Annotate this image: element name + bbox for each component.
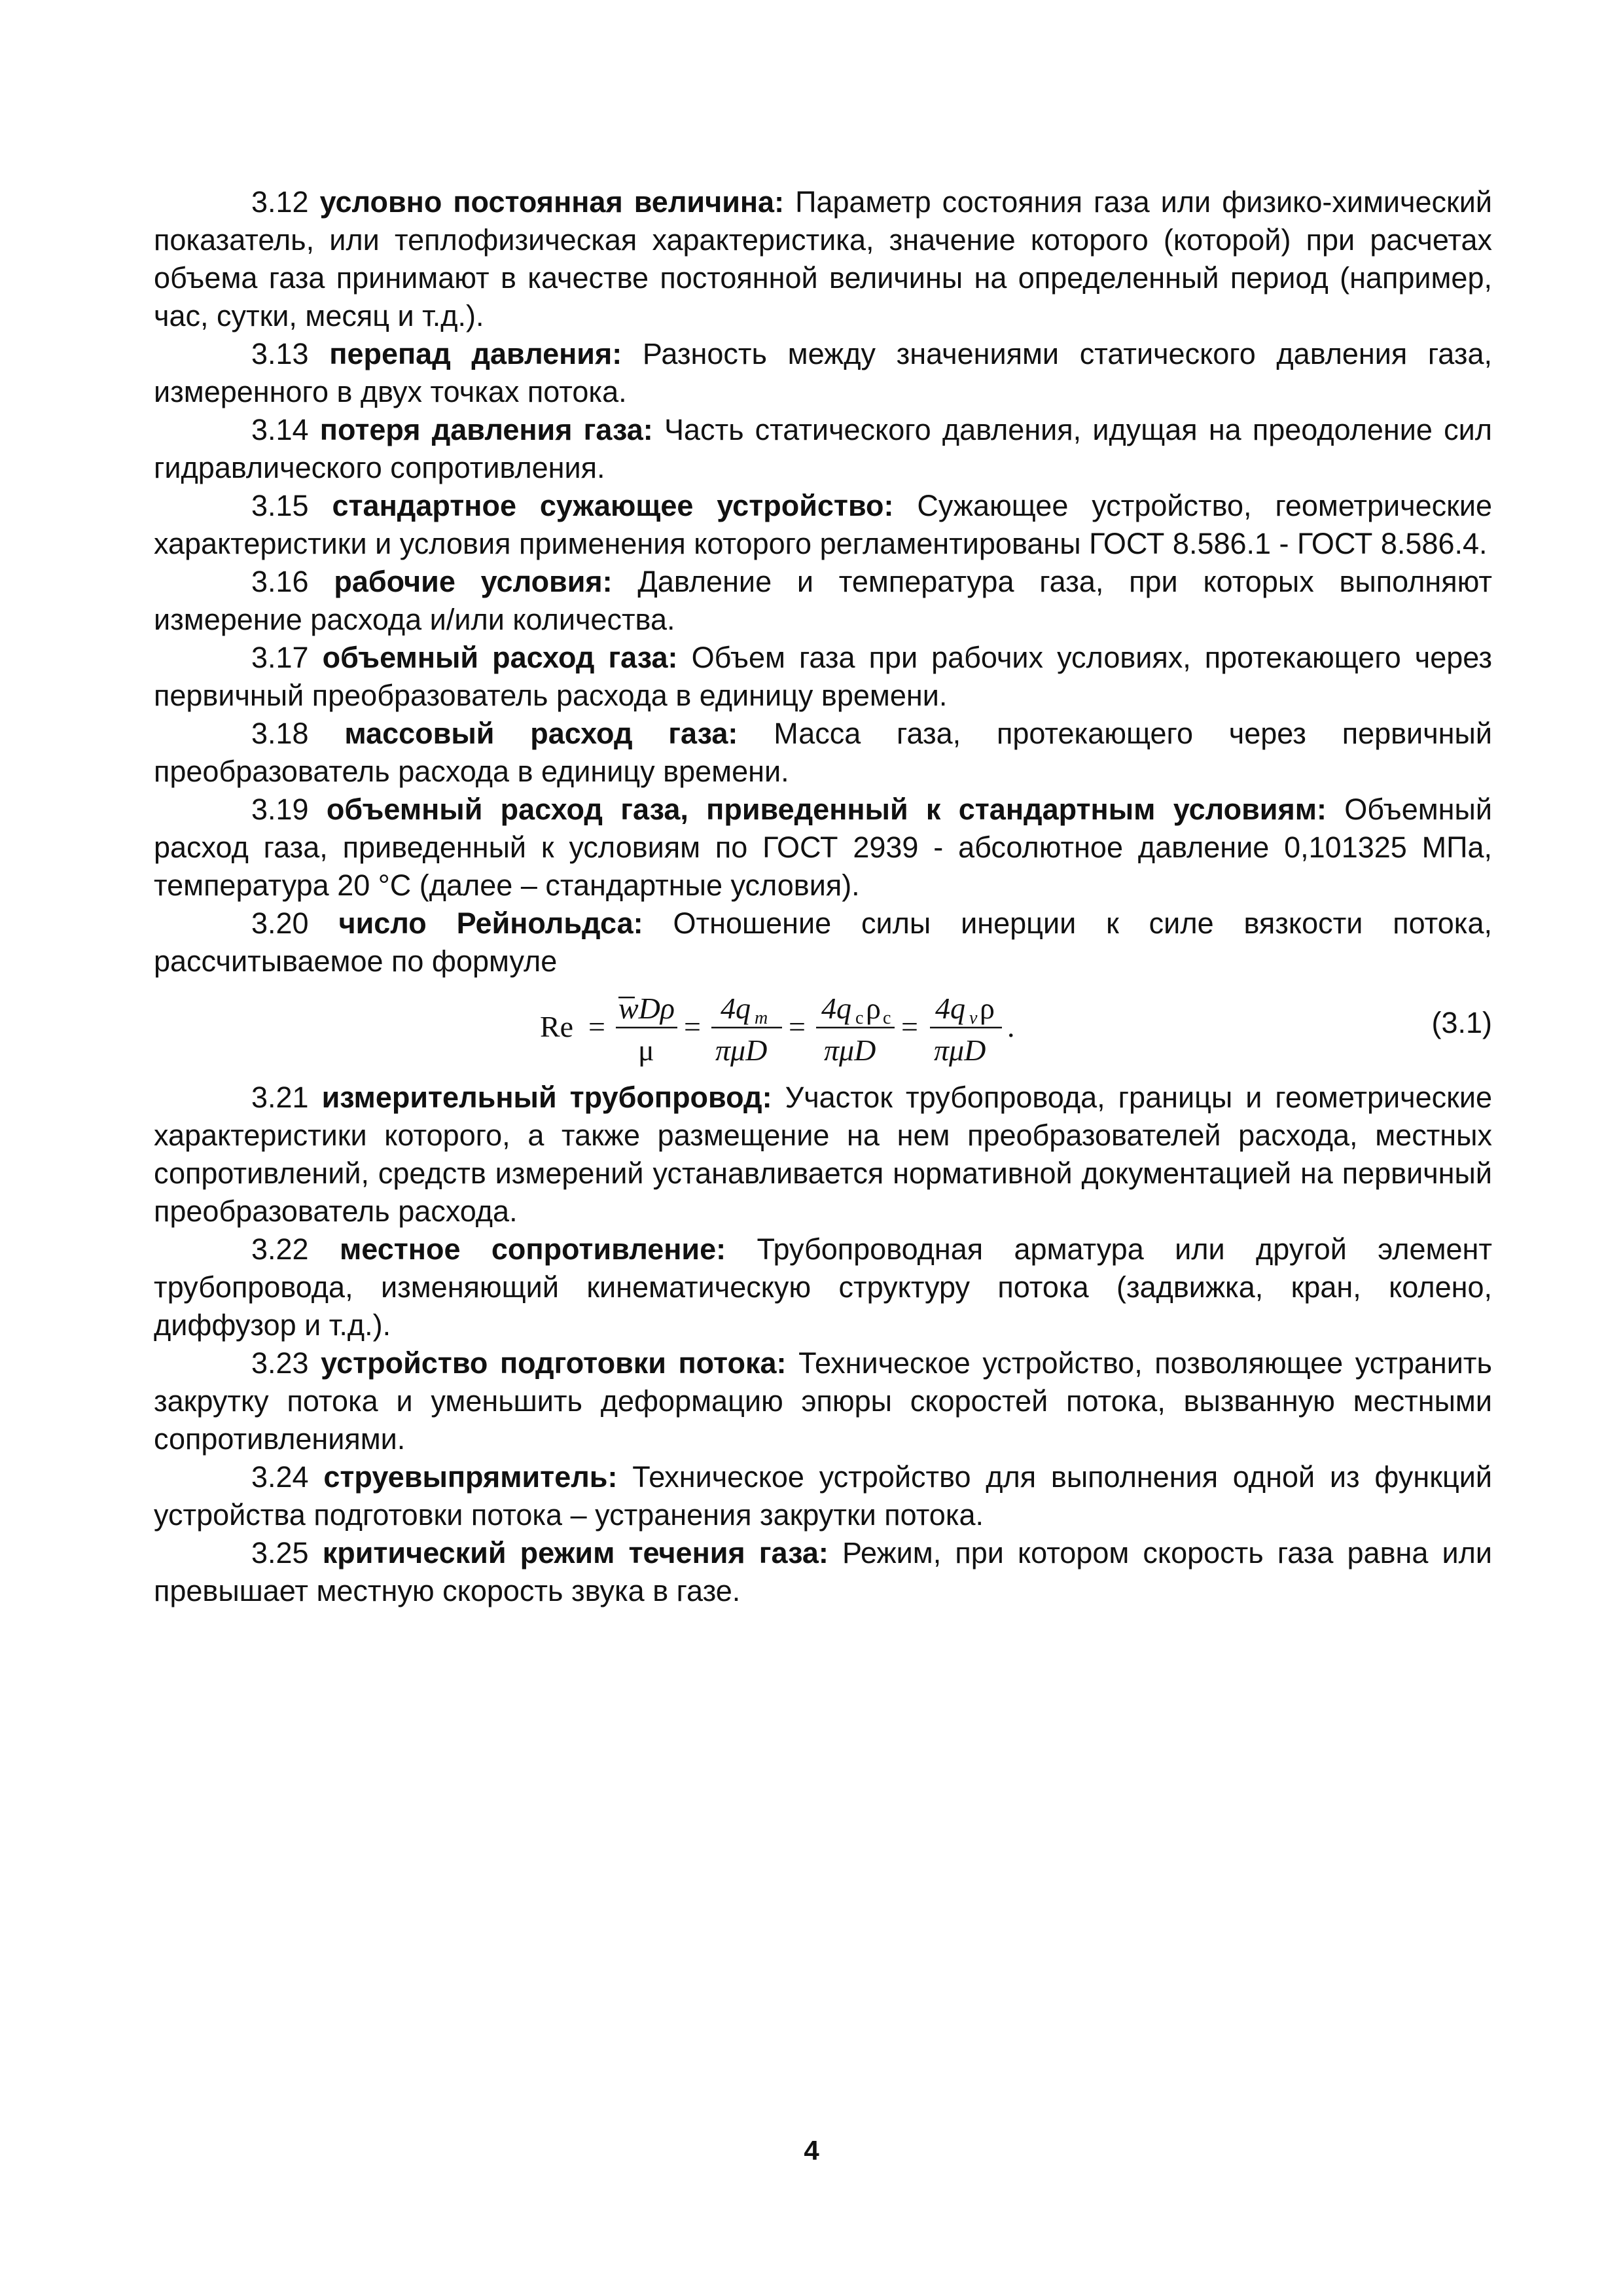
- definition-text: Объемный расход газа, приведенный к условиям по ГОСТ 2939 - абсолютное давление 0,101325 МПа, температура 20 °С (далее – стандартные условия).: [154, 793, 1492, 902]
- definition-term: местное сопротивление:: [340, 1232, 726, 1266]
- fraction-numerator: 4q: [721, 992, 751, 1025]
- definition-term: измерительный трубопровод:: [321, 1081, 772, 1114]
- definition-text: Трубопроводная арматура или другой элемент трубопровода, изменяющий кинематическую структуру потока (задвижка, кран, колено, диффузор и т.д.).: [154, 1232, 1492, 1342]
- definition-term: критический режим течения газа:: [322, 1536, 829, 1570]
- definition-item: [154, 1079, 1492, 1230]
- definition-item: [154, 1230, 1492, 1344]
- definition-item: [154, 487, 1492, 563]
- definition-item: [154, 905, 1492, 980]
- page-number: 4: [804, 2135, 819, 2166]
- definition-term: объемный расход газа:: [322, 641, 678, 674]
- definition-number: 3.12: [251, 185, 309, 219]
- definition-number: 3.20: [251, 906, 309, 940]
- definition-text: Участок трубопровода, границы и геометрические характеристики которого, а также размещение на нем преобразователей расхода, местных сопротивлений, средств измерений устанавливается нормативной документацией на первичный преобразователь расхода.: [154, 1081, 1492, 1228]
- definition-term: устройство подготовки потока:: [321, 1346, 787, 1380]
- definition-number: 3.24: [251, 1460, 309, 1494]
- definition-term: стандартное сужающее устройство:: [332, 489, 894, 522]
- definition-term: число Рейнольдса:: [338, 906, 643, 940]
- definition-number: 3.19: [251, 793, 309, 826]
- definition-number: 3.16: [251, 565, 309, 598]
- definition-text: Часть статического давления, идущая на преодоление сил гидравлического сопротивления.: [154, 413, 1492, 484]
- definition-term: струевыпрямитель:: [323, 1460, 618, 1494]
- fraction-numerator: 4q: [935, 992, 965, 1025]
- definition-item: [154, 411, 1492, 487]
- definition-number: 3.25: [251, 1536, 309, 1570]
- definition-text: Давление и температура газа, при которых выполняют измерение расхода и/или количества.: [154, 565, 1492, 636]
- definition-text: Масса газа, протекающего через первичный преобразователь расхода в единицу времени.: [154, 717, 1492, 788]
- definition-term: массовый расход газа:: [344, 717, 738, 750]
- fraction-denominator: πμD: [715, 1033, 768, 1067]
- formula-equals: =: [588, 1010, 605, 1043]
- fraction-denominator: μ: [638, 1033, 654, 1067]
- definition-term: перепад давления:: [329, 337, 622, 370]
- definition-text: Режим, при котором скорость газа равна или превышает местную скорость звука в газе.: [154, 1536, 1492, 1607]
- definition-text: Сужающее устройство, геометрические характеристики и условия применения которого регламентированы ГОСТ 8.586.1 - ГОСТ 8.586.4.: [154, 489, 1492, 560]
- definition-item: [154, 563, 1492, 639]
- formula-equals: =: [684, 1010, 701, 1043]
- definition-number: 3.15: [251, 489, 309, 522]
- definition-item: [154, 1344, 1492, 1458]
- fraction-subscript: m: [755, 1008, 768, 1028]
- definition-item: [154, 183, 1492, 335]
- reynolds-formula: [154, 984, 1492, 1069]
- formula-end-punctuation: .: [1007, 1010, 1015, 1043]
- fraction-subscript: c: [855, 1008, 864, 1028]
- page-content: [154, 183, 1492, 1610]
- fraction-denominator: πμD: [934, 1033, 986, 1067]
- definition-number: 3.13: [251, 337, 309, 370]
- fraction-numerator-extra: ρ: [980, 992, 995, 1025]
- definition-item: [154, 1458, 1492, 1534]
- definition-number: 3.22: [251, 1232, 309, 1266]
- fraction-numerator: wDρ: [618, 992, 675, 1025]
- definition-number: 3.18: [251, 717, 309, 750]
- definition-text: Параметр состояния газа или физико-химический показатель, или теплофизическая характеристика, значение которого (которой) при расчетах объема газа принимают в качестве постоянной величины на определенный период (например, час, сутки, месяц и т.д.).: [154, 185, 1492, 332]
- definition-text: Объем газа при рабочих условиях, протекающего через первичный преобразователь расхода в единицу времени.: [154, 641, 1492, 712]
- fraction-numerator: 4q: [821, 992, 851, 1025]
- definition-number: 3.23: [251, 1346, 309, 1380]
- definition-number: 3.14: [251, 413, 309, 446]
- definition-number: 3.17: [251, 641, 309, 674]
- formula-lhs: Re: [540, 1010, 574, 1043]
- definition-text: Техническое устройство, позволяющее устранить закрутку потока и уменьшить деформацию эпюры скоростей потока, вызванную местными сопротивлениями.: [154, 1346, 1492, 1456]
- definition-term: рабочие условия:: [334, 565, 613, 598]
- equation-number: (3.1): [1431, 1006, 1492, 1039]
- formula-graphic: [154, 984, 1266, 1069]
- definition-item: [154, 335, 1492, 411]
- fraction-numerator-extra: ρ: [866, 992, 881, 1025]
- definition-item: [154, 1534, 1492, 1610]
- fraction-subscript: v: [969, 1008, 978, 1028]
- definition-text: Техническое устройство для выполнения одной из функций устройства подготовки потока – устранения закрутки потока.: [154, 1460, 1492, 1532]
- formula-equals: =: [789, 1010, 806, 1043]
- fraction-denominator: πμD: [824, 1033, 876, 1067]
- formula-equals: =: [901, 1010, 918, 1043]
- definition-text: Разность между значениями статического давления газа, измеренного в двух точках потока.: [154, 337, 1492, 408]
- definition-text: Отношение силы инерции к силе вязкости потока, рассчитываемое по формуле: [154, 906, 1492, 978]
- definition-item: [154, 639, 1492, 715]
- definition-term: условно постоянная величина:: [319, 185, 785, 219]
- definition-number: 3.21: [251, 1081, 309, 1114]
- definition-term: объемный расход газа, приведенный к стандартным условиям:: [326, 793, 1327, 826]
- definition-item: [154, 791, 1492, 905]
- definition-term: потеря давления газа:: [319, 413, 653, 446]
- definition-item: [154, 715, 1492, 791]
- fraction-subscript: c: [883, 1008, 891, 1028]
